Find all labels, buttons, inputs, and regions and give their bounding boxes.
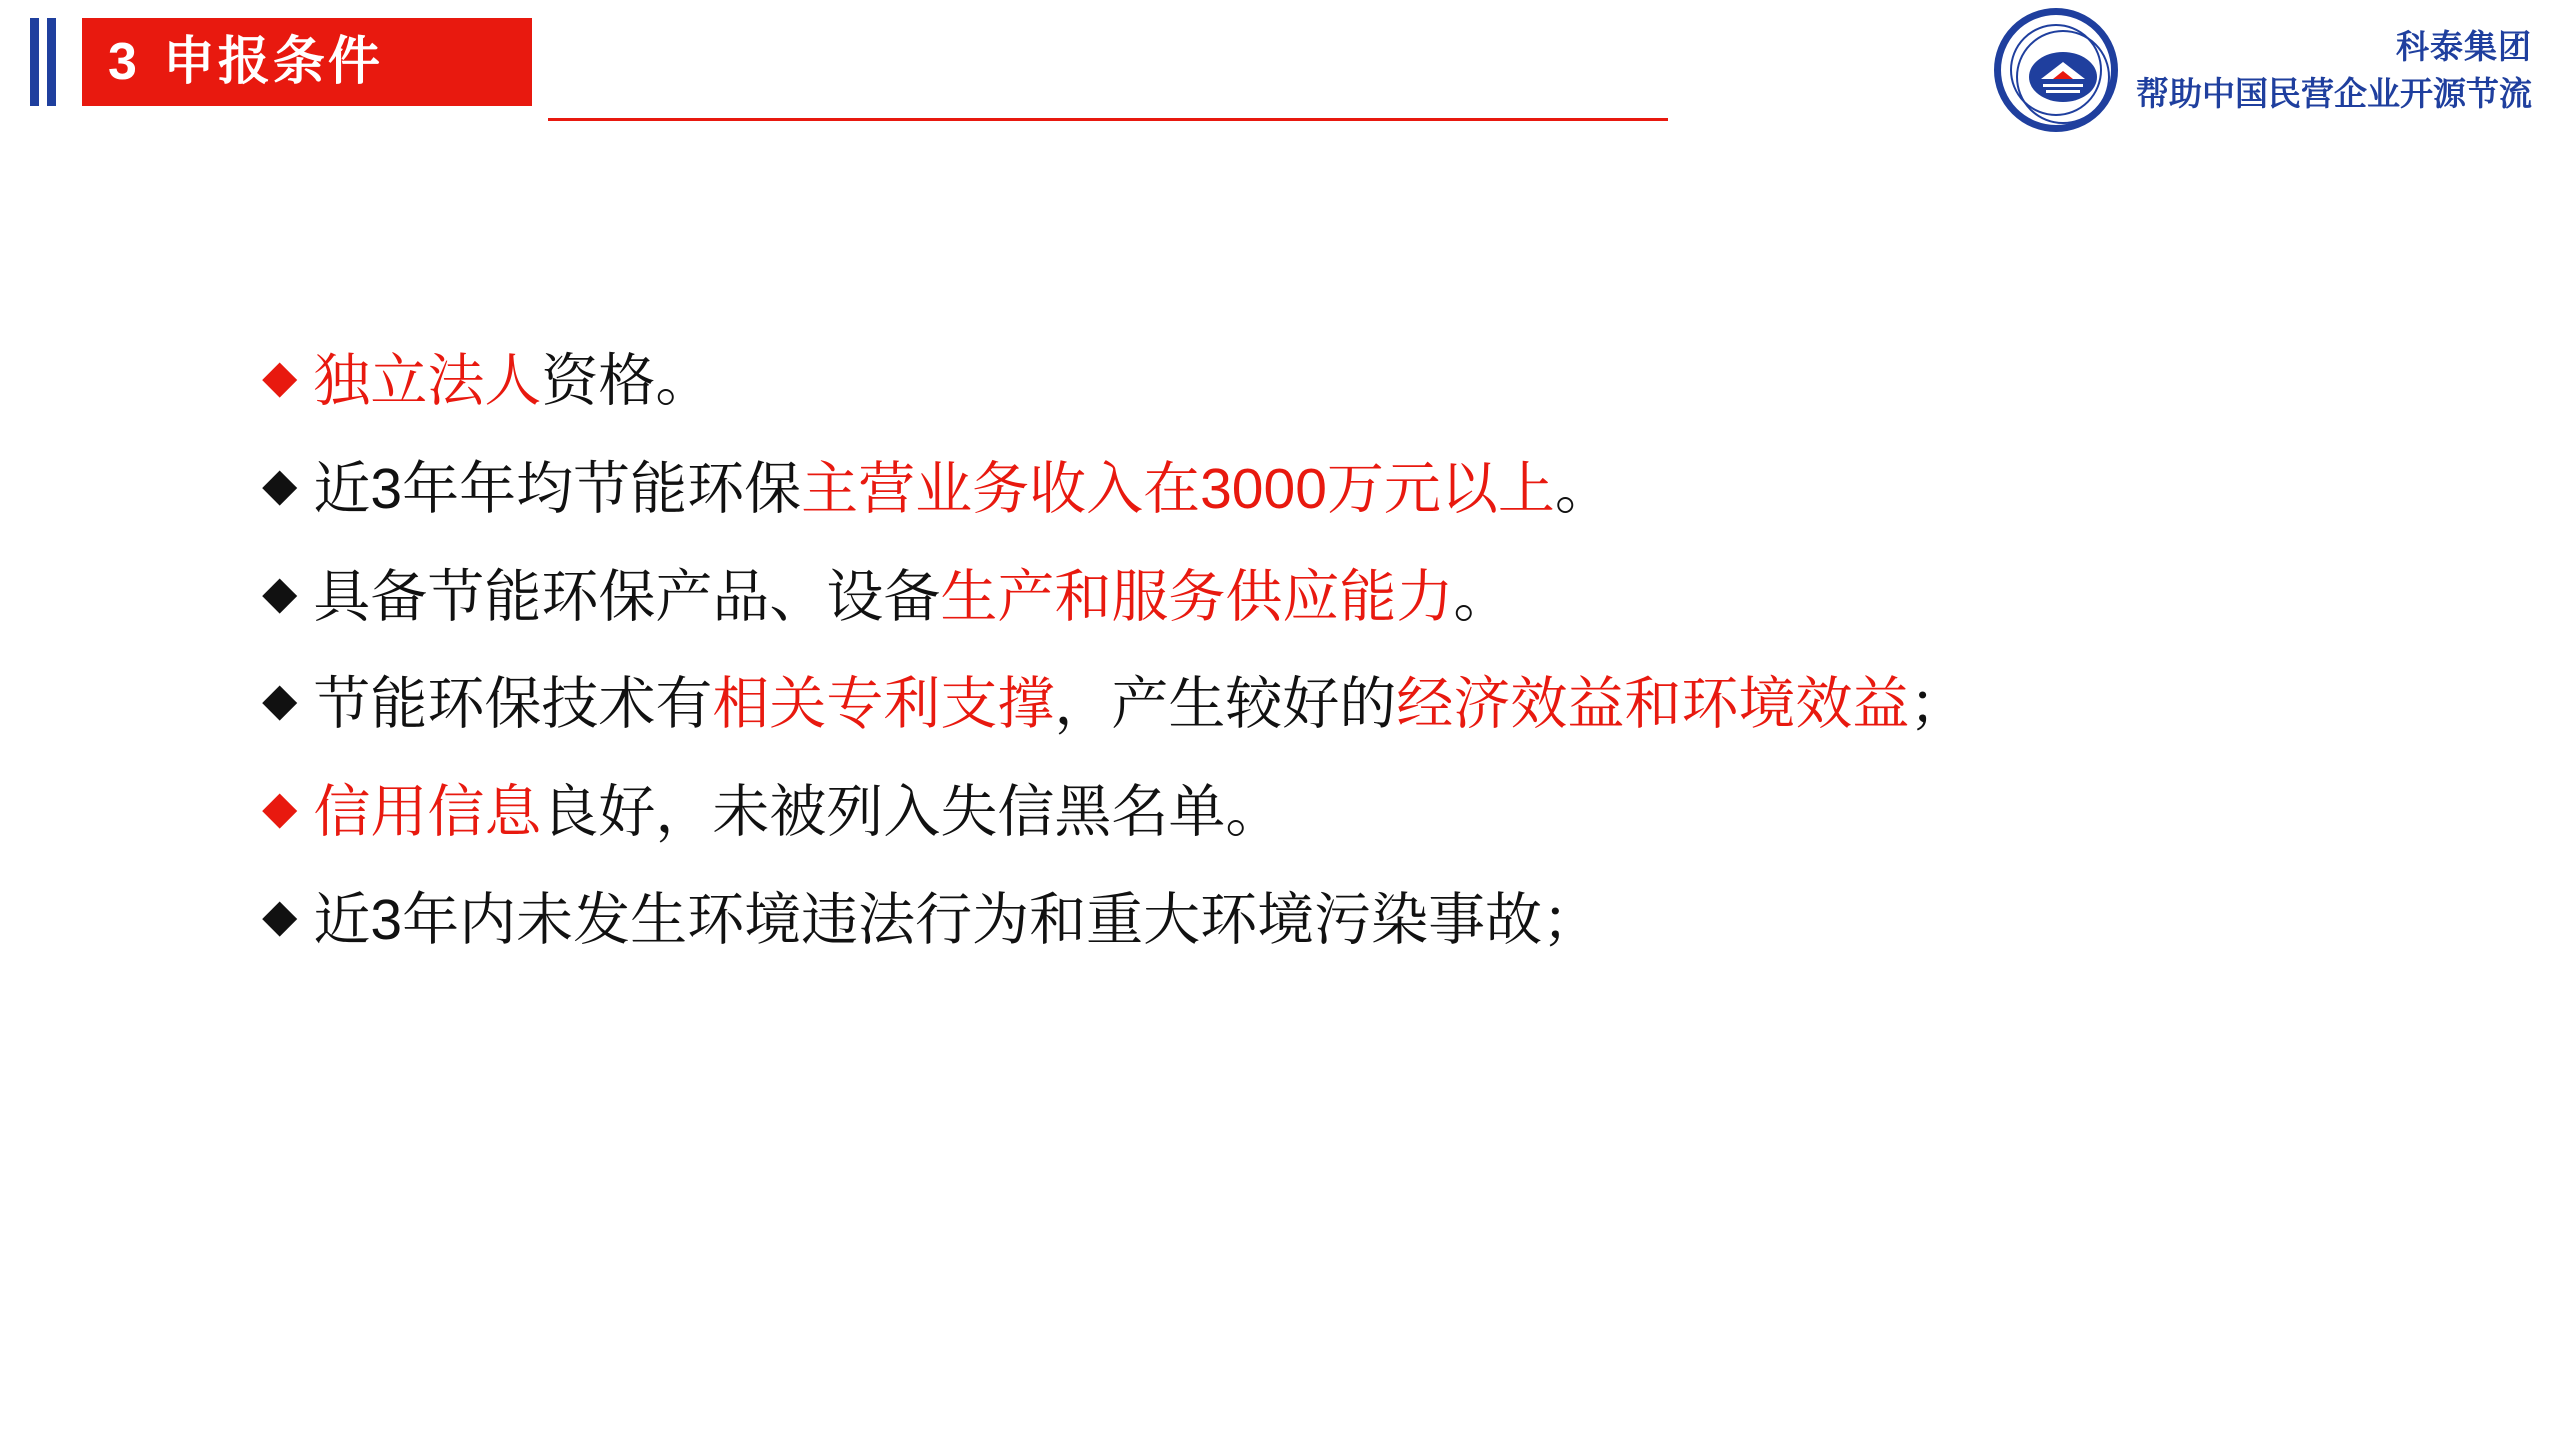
slide-header [0, 0, 2560, 190]
diamond-bullet-icon: ◆ [262, 889, 298, 942]
company-seal-icon [1994, 8, 2118, 132]
list-item [262, 458, 2362, 522]
page-title: 申报条件 [162, 33, 383, 91]
text-segment: 独立法人 [313, 349, 542, 413]
text-segment: 信用信息 [313, 780, 542, 845]
list-item [262, 889, 2362, 953]
list-item [262, 350, 2362, 414]
brand-slogan: 帮助中国民营企业开源节流 [2136, 75, 2532, 112]
diamond-bullet-icon: ◆ [262, 350, 298, 402]
brand-name: 科泰集团 [2396, 27, 2532, 65]
list-item-text [313, 889, 1599, 953]
text-segment: 节能环保技术有 [313, 672, 713, 737]
header-accent-bars [30, 18, 64, 106]
diamond-bullet-icon: ◆ [262, 565, 298, 618]
list-item-text [313, 566, 1510, 630]
text-segment: 。 [1453, 564, 1511, 629]
list-item-text [313, 458, 1612, 522]
list-item-text [313, 350, 712, 414]
section-number: 3 [108, 33, 137, 91]
text-segment: 资格。 [541, 349, 713, 413]
list-item [262, 566, 2362, 630]
text-segment: 经济效益和环境效益 [1396, 672, 1910, 737]
text-segment: 相关专利支撑 [712, 672, 1055, 737]
text-segment: 主营业务收入在3000万元以上 [801, 456, 1555, 521]
diamond-bullet-icon: ◆ [262, 457, 298, 510]
header-accent-bar-2 [47, 18, 56, 106]
section-title-box [82, 18, 532, 106]
text-segment: 具备节能环保产品、设备 [313, 564, 941, 629]
brand-logo-block [1994, 8, 2532, 132]
list-item [262, 781, 2362, 845]
header-underline [548, 118, 1668, 121]
diamond-bullet-icon: ◆ [262, 781, 298, 834]
list-item [262, 673, 2362, 737]
text-segment: 近3年内未发生环境违法行为和重大环境污染事故； [313, 888, 1600, 953]
brand-text [2136, 26, 2532, 115]
text-segment: 。 [1554, 456, 1612, 521]
diamond-bullet-icon: ◆ [262, 673, 298, 726]
list-item-text [313, 673, 1966, 737]
text-segment: 良好，未被列入失信黑名单。 [541, 780, 1283, 845]
text-segment: 生产和服务供应能力 [940, 564, 1454, 629]
text-segment: ，产生较好的 [1054, 672, 1397, 737]
bullet-list [262, 350, 2362, 997]
text-segment: ； [1909, 672, 1967, 737]
header-accent-bar-1 [30, 18, 39, 106]
list-item-text [313, 781, 1282, 845]
text-segment: 近3年年均节能环保 [313, 456, 802, 521]
